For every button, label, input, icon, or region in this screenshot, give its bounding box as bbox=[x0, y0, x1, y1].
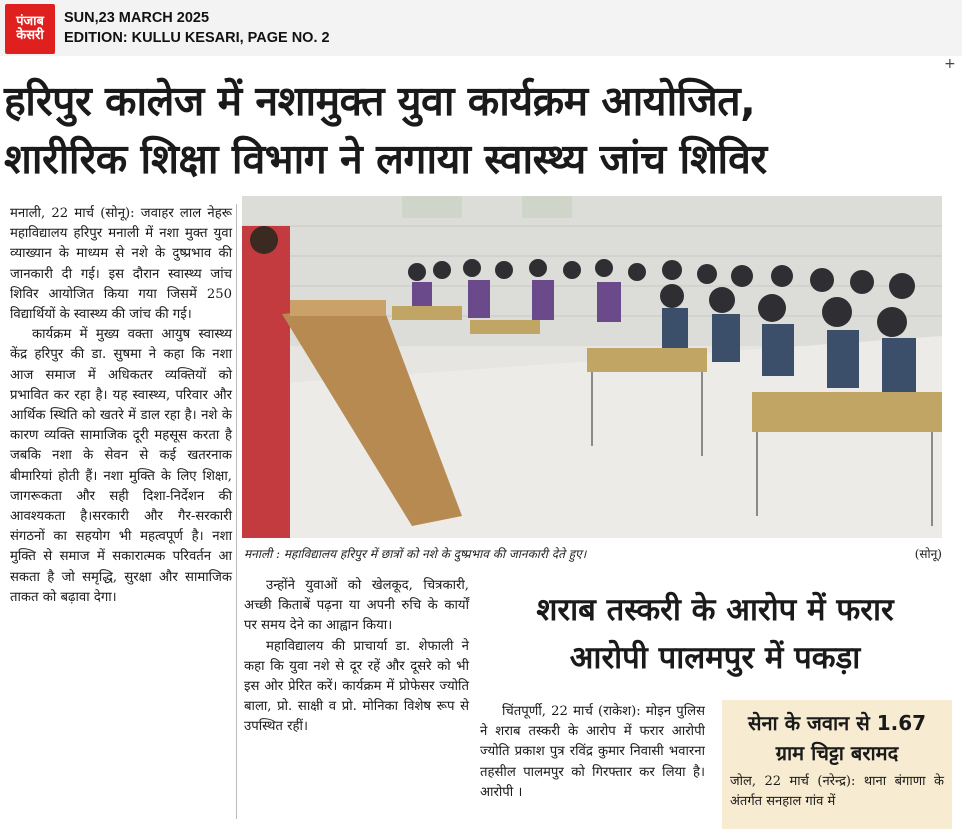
second-story-headline-line1: शराब तस्करी के आरोप में फरार bbox=[536, 592, 894, 628]
main-story-paragraph: मनाली, 22 मार्च (सोनू): जवाहर लाल नेहरू महाविद्यालय हरिपुर मनाली में नशा मुक्त युवा व्याख्यान के माध्यम से नशे के दुष्प्रभाव की जानकारी दी गई। इस दौरान स्वास्थ्य जांच शिविर आयोजित किया गया जिसमें 250 विद्यार्थियों के स्वास्थ्य की जांच की गई। bbox=[10, 206, 232, 323]
second-story-paragraph: चिंतपूर्णी, 22 मार्च (राकेश): मोइन पुलिस ने शराब तस्करी के आरोप में फरार आरोपी ज्योति प्रकाश पुत्र रविंद्र कुमार निवासी भवारना तहसील पालमपुर को गिरफ्तार कर लिया है। आरोपी । bbox=[480, 704, 705, 800]
edition-name: EDITION: KULLU KESARI, PAGE NO. 2 bbox=[64, 30, 330, 46]
crop-mark-icon: + bbox=[944, 56, 956, 72]
punjab-kesari-logo bbox=[5, 4, 55, 54]
second-story-headline bbox=[478, 586, 952, 682]
third-story-box bbox=[722, 700, 952, 829]
main-story-paragraph: कार्यक्रम में मुख्य वक्ता आयुष स्वास्थ्य केंद्र हरिपुर की डा. सुषमा ने कहा कि नशा आज समाज में अधिकतर व्यक्तियों को प्रभावित कर रहा है। यह स्वास्थ्य, परिवार और आर्थिक स्थिति को खतरे में डाल रहा है। नशे के कारण व्यक्ति सामाजिक दूरी महसूस करता है जबकि नशा के सेवन से कई खतरनाक बीमारियां होती हैं। नशा मुक्ति के लिए शिक्षा, जागरूकता और सही दिशा-निर्देशन की आवश्यकता है।सरकारी और गैर-सरकारी संगठनों का सहयोग भी महत्वपूर्ण है। नशा मुक्ति से समाज में सकारात्मक परिवर्तन आ सकता है जो समृद्धि, सुरक्षा और सामाजिक ताकत को बढ़ावा देगा। bbox=[10, 327, 232, 605]
third-story-headline-line2: ग्राम चिट्टा बरामद bbox=[775, 741, 899, 765]
second-story-headline-line2: आरोपी पालमपुर में पकड़ा bbox=[569, 640, 861, 676]
main-story-column-1 bbox=[10, 204, 232, 608]
edition-date: SUN,23 MARCH 2025 bbox=[64, 10, 210, 26]
main-headline-line1: हरिपुर कालेज में नशामुक्त युवा कार्यक्रम आयोजित, bbox=[4, 77, 756, 125]
photo-credit: (सोनू) bbox=[914, 547, 942, 561]
second-story-body bbox=[480, 702, 705, 829]
logo-text-line2: केसरी bbox=[16, 28, 44, 43]
news-photo bbox=[242, 196, 942, 538]
main-headline bbox=[4, 72, 954, 188]
third-story-paragraph: जोल, 22 मार्च (नरेन्द्र): थाना बंगाणा के अंतर्गत सनहाल गांव में bbox=[730, 774, 944, 809]
main-headline-line2: शारीरिक शिक्षा विभाग ने लगाया स्वास्थ्य जांच शिविर bbox=[4, 135, 767, 183]
photo-caption bbox=[244, 545, 942, 562]
classroom-photo-illustration bbox=[242, 196, 942, 538]
main-story-paragraph: महाविद्यालय की प्राचार्या डा. शेफाली ने कहा कि युवा नशे से दूर रहें और दूसरे को भी इस ओर प्रेरित करें। कार्यक्रम में प्रोफेसर ज्योति बाला, प्रो. साक्षी व प्रो. मोनिका विशेष रूप से उपस्थित रहीं। bbox=[244, 638, 469, 735]
masthead-bar bbox=[0, 0, 962, 56]
third-story-headline bbox=[722, 700, 952, 768]
photo-caption-text: मनाली : महाविद्यालय हरिपुर में छात्रों को नशे के दुष्प्रभाव की जानकारी देते हुए। bbox=[244, 547, 587, 561]
logo-text-line1: पंजाब bbox=[16, 14, 44, 30]
main-story-column-2 bbox=[244, 576, 469, 738]
main-story-paragraph: उन्होंने युवाओं को खेलकूद, चित्रकारी, अच्छी किताबें पढ़ना या अपनी रुचि के कार्यों पर समय देने का आह्वान किया। bbox=[244, 578, 469, 634]
column-divider bbox=[236, 204, 237, 819]
edition-info bbox=[64, 8, 330, 48]
third-story-headline-line1: सेना के जवान से 1.67 bbox=[747, 711, 927, 735]
